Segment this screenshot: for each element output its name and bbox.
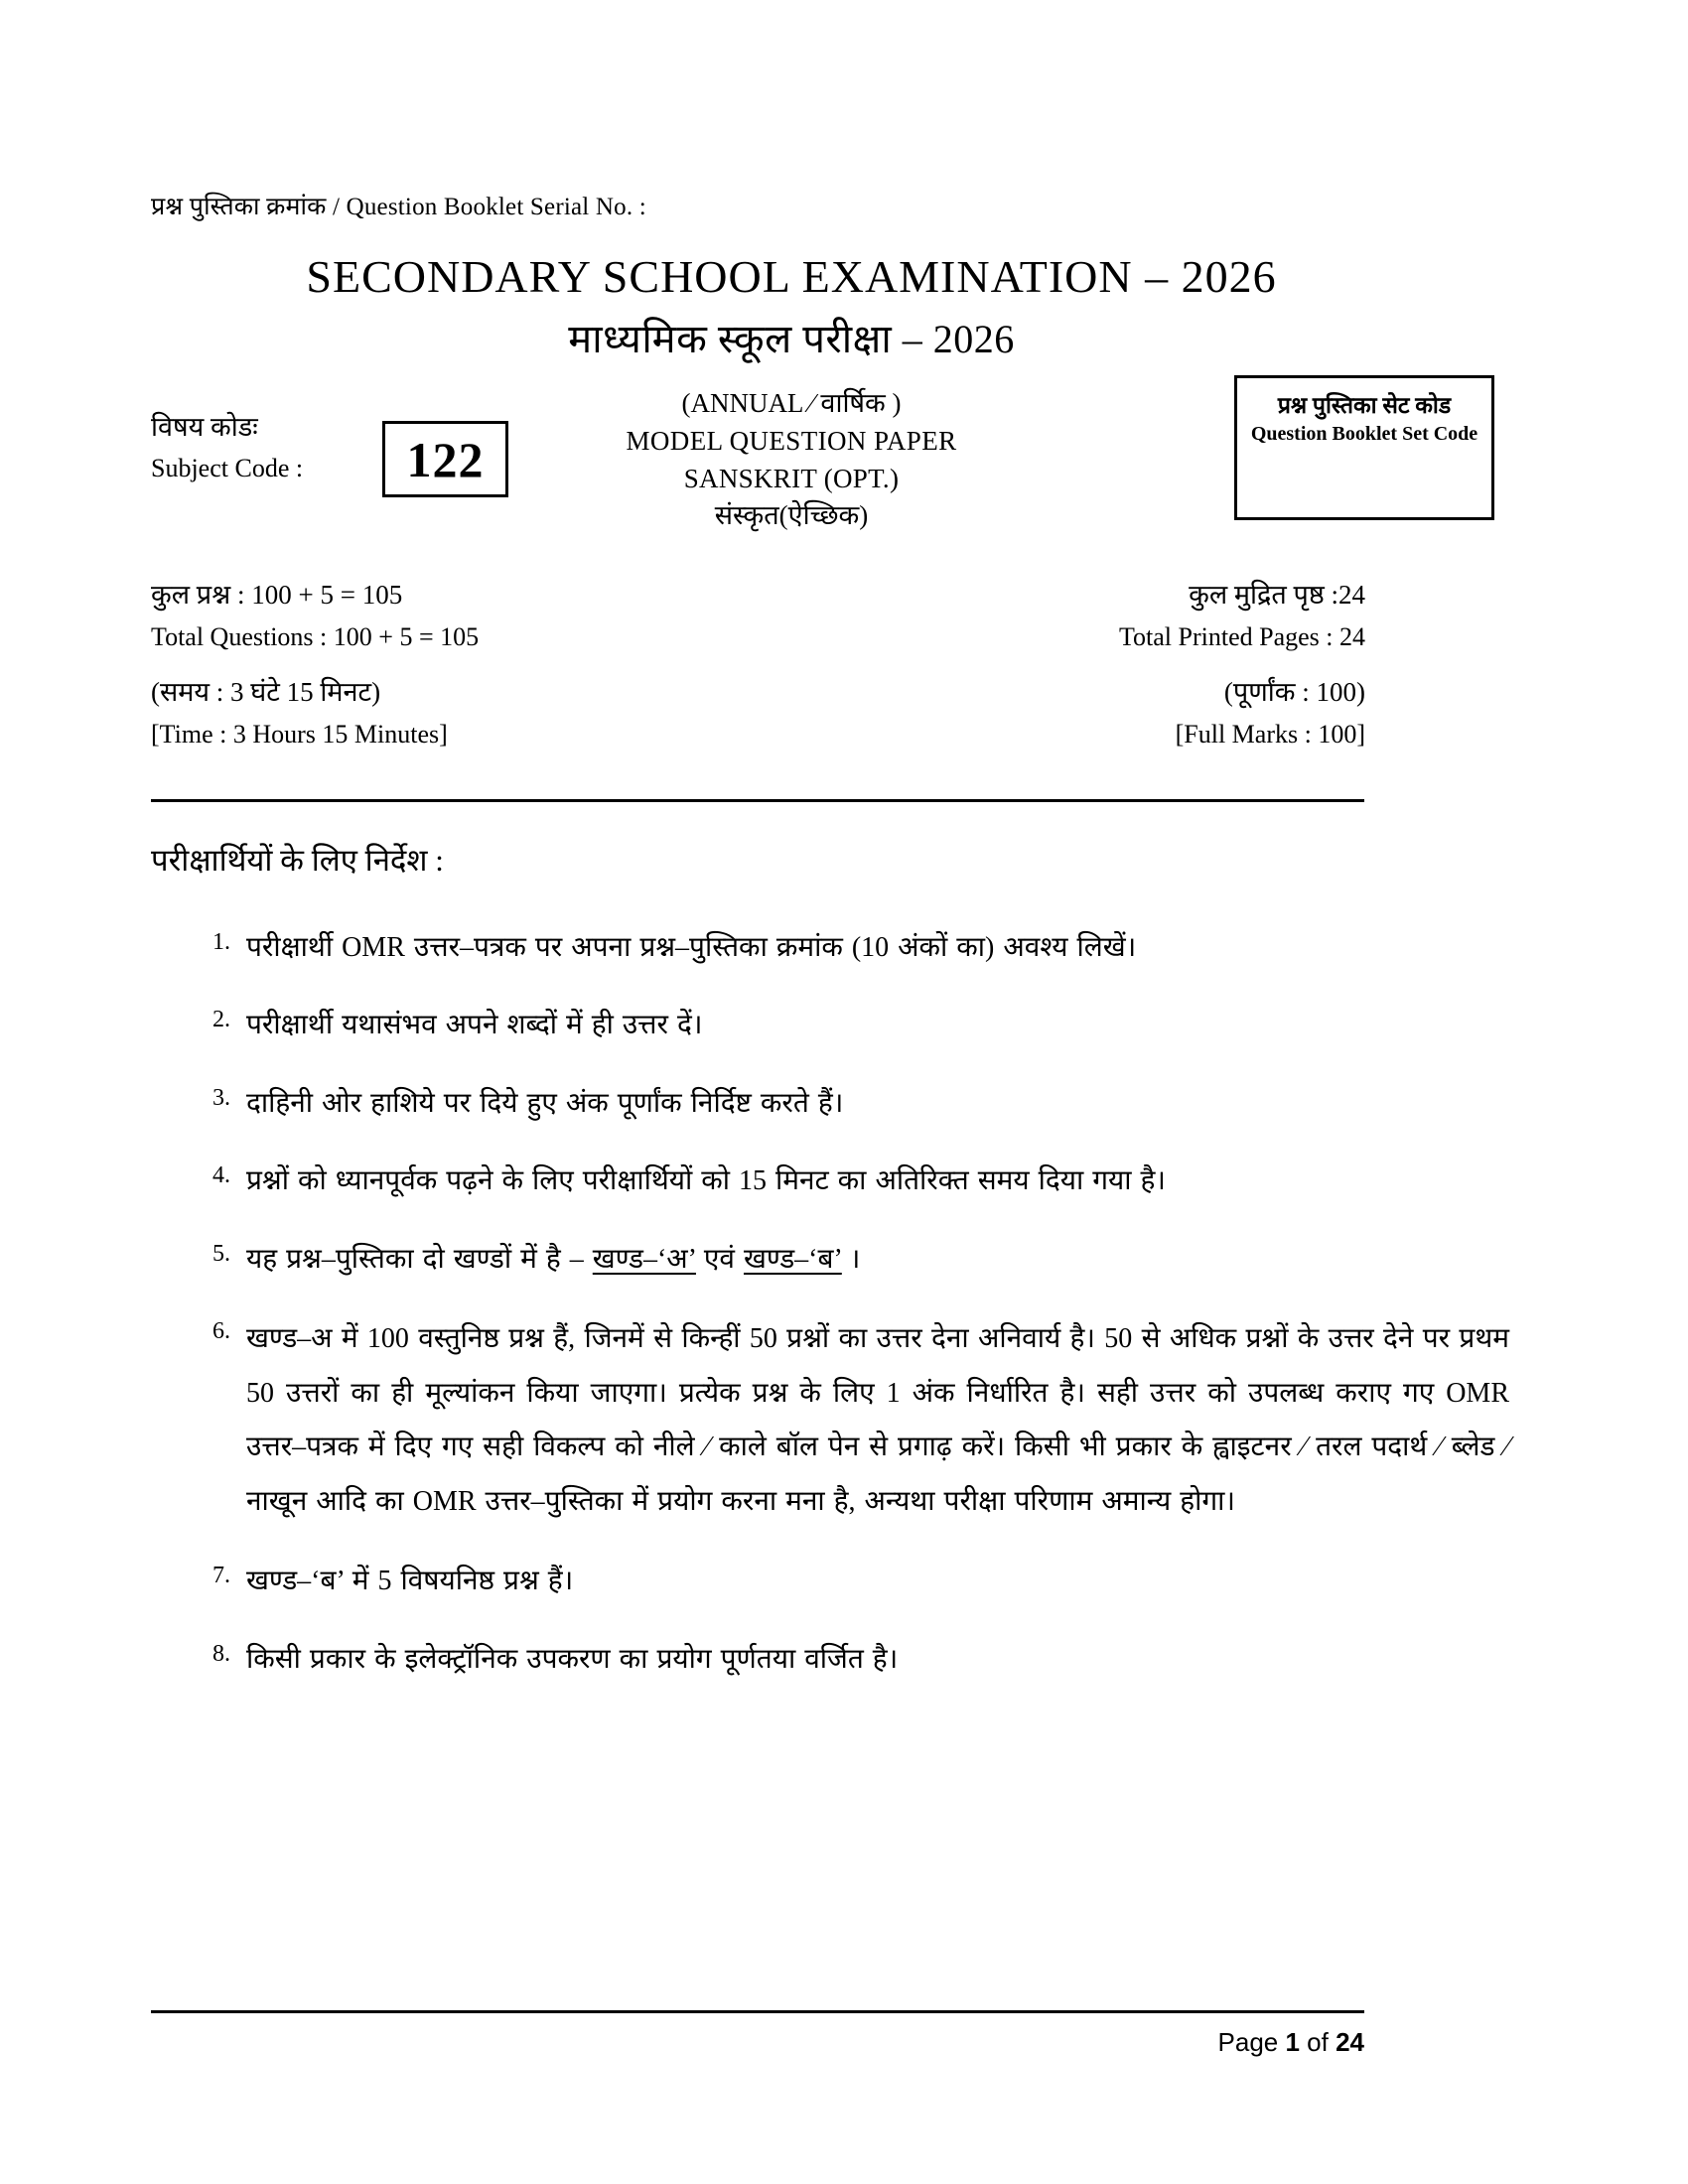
subject-code-box bbox=[382, 421, 508, 497]
subject-name-english: SANSKRIT (OPT.) bbox=[683, 463, 900, 493]
instructions-heading: परीक्षार्थियों के लिए निर्देश : bbox=[151, 843, 444, 878]
exam-time-hindi: (समय : 3 घंटे 15 मिनट) bbox=[151, 677, 381, 707]
full-marks-hindi: (पूर्णांक : 100) bbox=[1223, 677, 1365, 707]
instruction-text-sections bbox=[246, 1235, 1509, 1285]
paper-info-block bbox=[578, 385, 1005, 535]
footer-page-middle: of bbox=[1299, 2027, 1336, 2057]
paper-type-label: MODEL QUESTION PAPER bbox=[626, 425, 957, 456]
full-marks-english: [Full Marks : 100] bbox=[1175, 720, 1365, 750]
instruction-number: 3. bbox=[212, 1084, 230, 1111]
instruction-item bbox=[199, 1557, 1509, 1606]
question-booklet-serial-label: प्रश्न पुस्तिका क्रमांक / Question Booklet Serial No. : bbox=[151, 194, 646, 220]
annual-label: (ANNUAL ⁄ वार्षिक ) bbox=[681, 388, 902, 418]
exam-title-english: SECONDARY SCHOOL EXAMINATION – 2026 bbox=[306, 251, 1277, 302]
instruction-text: प्रश्नों को ध्यानपूर्वक पढ़ने के लिए परीक्षार्थियों को 15 मिनट का अतिरिक्त समय दिया गया है। bbox=[246, 1165, 1166, 1197]
total-questions-english: Total Questions : 100 + 5 = 105 bbox=[151, 622, 480, 652]
instruction-number: 1. bbox=[212, 929, 230, 955]
footer-page-number: 1 bbox=[1285, 2027, 1300, 2057]
instruction-text: परीक्षार्थी यथासंभव अपने शब्दों में ही उत्तर दें। bbox=[246, 1010, 703, 1041]
instruction-number: 4. bbox=[212, 1162, 230, 1189]
subject-code-label-english: Subject Code : bbox=[151, 453, 304, 482]
subject-code-value: 122 bbox=[406, 431, 485, 487]
instructions-list bbox=[199, 923, 1509, 1712]
instruction-text-suffix: । bbox=[841, 1243, 861, 1275]
section-b-label: खण्ड–‘ब’ bbox=[743, 1243, 842, 1275]
exam-title-hindi: माध्यमिक स्कूल परीक्षा – 2026 bbox=[568, 317, 1015, 361]
instruction-number: 7. bbox=[212, 1563, 230, 1589]
instruction-number: 5. bbox=[212, 1240, 230, 1267]
exam-time-english: [Time : 3 Hours 15 Minutes] bbox=[151, 720, 448, 750]
subject-code-label bbox=[151, 407, 350, 488]
instruction-text: दाहिनी ओर हाशिये पर दिये हुए अंक पूर्णांक निर्दिष्ट करते हैं। bbox=[246, 1087, 844, 1119]
footer-page-total: 24 bbox=[1336, 2027, 1364, 2057]
instruction-text: खण्ड–‘ब’ में 5 विषयनिष्ठ प्रश्न हैं। bbox=[246, 1566, 574, 1597]
instruction-text: परीक्षार्थी OMR उत्तर–पत्रक पर अपना प्रश्न–पुस्तिका क्रमांक (10 अंकों का) अवश्य लिखें। bbox=[246, 932, 1137, 963]
footer-page-prefix: Page bbox=[1217, 2027, 1286, 2057]
instruction-text-prefix: यह प्रश्न–पुस्तिका दो खण्डों में है – bbox=[246, 1243, 593, 1275]
total-pages-group bbox=[1119, 574, 1365, 658]
instruction-text: किसी प्रकार के इलेक्ट्रॉनिक उपकरण का प्रयोग पूर्णतया वर्जित है। bbox=[246, 1643, 899, 1675]
subject-name-hindi: संस्कृत(ऐच्छिक) bbox=[714, 500, 869, 531]
instruction-item bbox=[199, 923, 1509, 973]
instruction-number: 8. bbox=[212, 1640, 230, 1667]
instruction-text: खण्ड–अ में 100 वस्तुनिष्ठ प्रश्न हैं, जिनमें से किन्हीं 50 प्रश्नों का उत्तर देना अनिवार्य है। 50 से अधिक प्रश्नों के उत्तर देने पर प्रथम 50 उत्तरों का ही मूल्यांकन किया जाएगा। प्रत्येक प्रश्न के लिए 1 अंक निर्धारित है। सही उत्तर को उपलब्ध कराए गए OMR उत्तर–पत्रक में दिए गए सही विकल्प को नीले ⁄ काले बॉल पेन से प्रगाढ़ करें। किसी भी प्रकार के ह्वाइटनर ⁄ तरल पदार्थ ⁄ ब्लेड ⁄ नाखून आदि का OMR उत्तर–पुस्तिका में प्रयोग करना मना है, अन्यथा परीक्षा परिणाम अमान्य होगा। bbox=[246, 1322, 1509, 1517]
total-pages-hindi: कुल मुद्रित पृष्ठ :24 bbox=[1189, 580, 1365, 610]
exam-time-group bbox=[151, 671, 448, 755]
instruction-number: 6. bbox=[212, 1317, 230, 1344]
set-code-title-english: Question Booklet Set Code bbox=[1250, 423, 1478, 446]
header-divider bbox=[151, 799, 1364, 802]
page-footer bbox=[151, 2027, 1364, 2058]
full-marks-group bbox=[1176, 671, 1365, 755]
footer-divider bbox=[151, 2010, 1364, 2013]
total-questions-hindi: कुल प्रश्न : 100 + 5 = 105 bbox=[151, 580, 403, 610]
instruction-item bbox=[199, 1635, 1509, 1685]
total-pages-english: Total Printed Pages : 24 bbox=[1118, 622, 1365, 652]
instruction-item bbox=[199, 1157, 1509, 1206]
instruction-item bbox=[199, 1079, 1509, 1129]
total-questions-group bbox=[151, 574, 479, 658]
set-code-title-hindi: प्रश्न पुस्तिका सेट कोड bbox=[1277, 393, 1452, 418]
section-a-label: खण्ड–‘अ’ bbox=[592, 1243, 696, 1275]
question-booklet-set-code-box[interactable] bbox=[1234, 375, 1494, 520]
subject-code-label-hindi: विषय कोडः bbox=[151, 412, 258, 442]
instruction-text-middle: एवं bbox=[695, 1243, 744, 1275]
instruction-item bbox=[199, 1001, 1509, 1050]
instruction-item bbox=[199, 1235, 1509, 1285]
instruction-number: 2. bbox=[212, 1007, 230, 1033]
instruction-item bbox=[199, 1312, 1509, 1529]
